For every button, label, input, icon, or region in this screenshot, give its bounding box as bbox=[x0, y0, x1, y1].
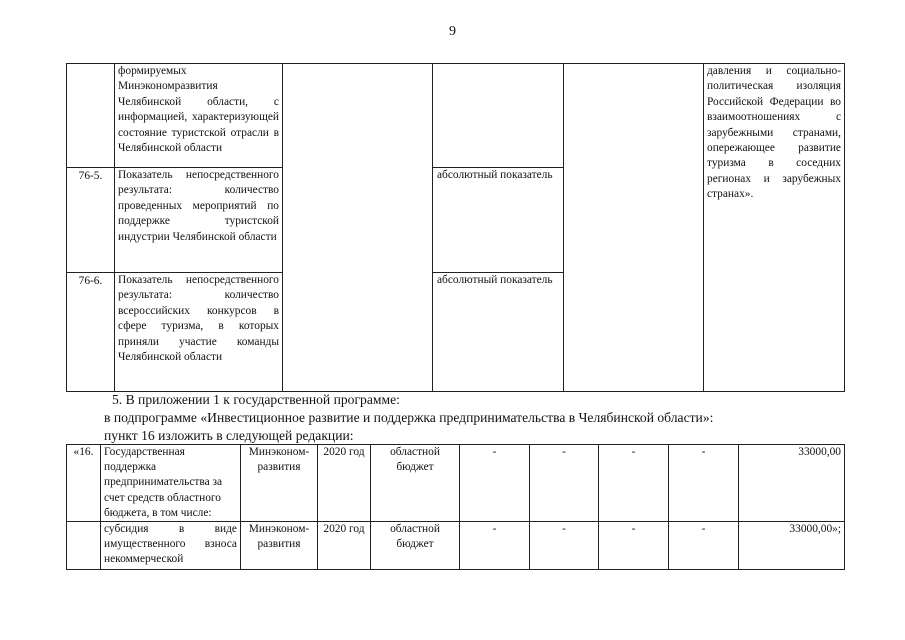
row-number-cell bbox=[67, 522, 101, 570]
executor-cell: Минэконом-развития bbox=[241, 445, 318, 522]
value-cell: - bbox=[669, 522, 739, 570]
funding-source-cell: областной бюджет bbox=[371, 445, 460, 522]
indicator-type-cell: абсолютный показатель bbox=[433, 273, 564, 392]
year-cell: 2020 год bbox=[318, 522, 371, 570]
year-cell: 2020 год bbox=[318, 445, 371, 522]
indicator-name-cell: формируемых Минэкономразвития Челябинской области, с информацией, характеризующей состояние туристской отрасли в Челябинской области bbox=[115, 64, 283, 168]
total-cell: 33000,00»; bbox=[739, 522, 845, 570]
row-number-cell: 76-5. bbox=[67, 168, 115, 273]
empty-cell bbox=[564, 64, 704, 392]
indicator-type-cell: абсолютный показатель bbox=[433, 168, 564, 273]
table-row bbox=[67, 64, 845, 168]
table-row bbox=[67, 522, 845, 570]
indicator-name-cell: Показатель непосредственного результата: количество проведенных мероприятий по поддержке туристской индустрии Челябинской области bbox=[115, 168, 283, 273]
executor-cell: Минэконом-развития bbox=[241, 522, 318, 570]
paragraph-item-5: 5. В приложении 1 к государственной программе: bbox=[112, 392, 400, 407]
value-cell: - bbox=[460, 445, 530, 522]
value-cell: - bbox=[599, 522, 669, 570]
page-number: 9 bbox=[449, 24, 456, 39]
risk-description-cell: давления и социально-политическая изоляция Российской Федерации во взаимоотношениях с зарубежными странами, опережающее развитие туризма в соседних регионах и зарубежных странах». bbox=[704, 64, 845, 392]
measure-name-cell: Государственная поддержка предпринимательства за счет средств областного бюджета, в том числе: bbox=[101, 445, 241, 522]
value-cell: - bbox=[530, 522, 599, 570]
indicator-name-cell: Показатель непосредственного результата: количество всероссийских конкурсов в сфере туризма, в которых приняли участие команды Челябинской области bbox=[115, 273, 283, 392]
row-number-cell: «16. bbox=[67, 445, 101, 522]
value-cell: - bbox=[530, 445, 599, 522]
row-number-cell bbox=[67, 64, 115, 168]
value-cell: - bbox=[599, 445, 669, 522]
program-table bbox=[66, 444, 845, 570]
empty-cell bbox=[283, 64, 433, 392]
total-cell: 33000,00 bbox=[739, 445, 845, 522]
paragraph-subprogram: в подпрограмме «Инвестиционное развитие и поддержка предпринимательства в Челябинской области»: bbox=[104, 410, 714, 425]
indicators-table bbox=[66, 63, 845, 392]
table-row bbox=[67, 445, 845, 522]
measure-name-cell: субсидия в виде имущественного взноса некоммерческой bbox=[101, 522, 241, 570]
funding-source-cell: областной бюджет bbox=[371, 522, 460, 570]
paragraph-point-16: пункт 16 изложить в следующей редакции: bbox=[104, 428, 354, 443]
value-cell: - bbox=[460, 522, 530, 570]
value-cell: - bbox=[669, 445, 739, 522]
row-number-cell: 76-6. bbox=[67, 273, 115, 392]
indicator-type-cell bbox=[433, 64, 564, 168]
